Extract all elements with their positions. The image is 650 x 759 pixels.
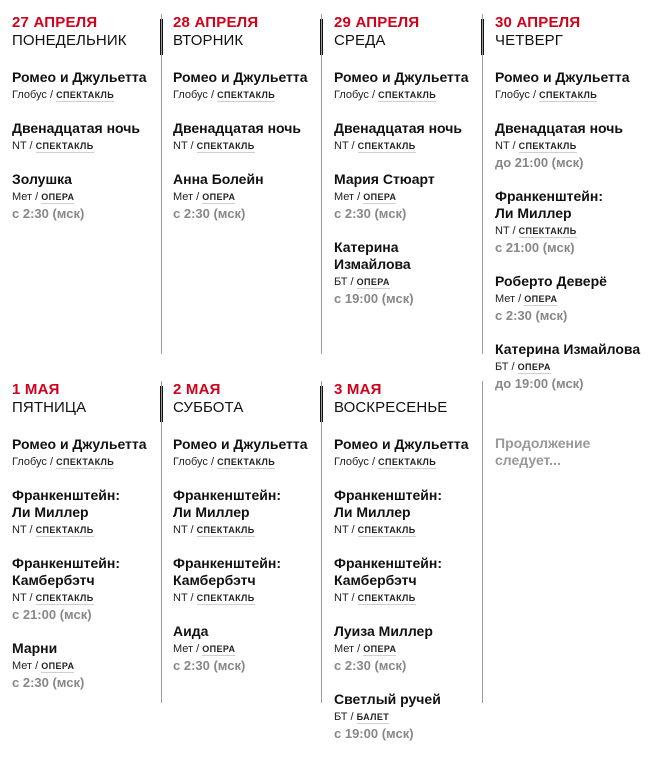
- event-venue: Глобус: [495, 89, 530, 101]
- event-kind: БАЛЕТ: [356, 712, 390, 722]
- event-kind: ОПЕРА: [202, 644, 236, 654]
- event-meta: Мет / ОПЕРА: [173, 643, 236, 655]
- event-meta: Мет / ОПЕРА: [173, 191, 236, 203]
- event-venue: NT: [495, 225, 510, 237]
- event-item[interactable]: [334, 487, 472, 538]
- event-time: с 21:00 (мск): [495, 240, 575, 255]
- day-date: 3 МАЯ: [334, 381, 382, 398]
- event-title: Катерина Измайлова: [495, 341, 641, 357]
- event-meta: Глобус / СПЕКТАКЛЬ: [173, 456, 276, 468]
- event-title: Роберто Деверё: [495, 273, 607, 289]
- event-venue: NT: [12, 592, 27, 604]
- event-venue: БТ: [495, 361, 509, 373]
- event-kind: СПЕКТАКЛЬ: [217, 457, 276, 467]
- event-title: Катерина Измайлова: [334, 239, 411, 272]
- event-venue: Мет: [173, 643, 194, 655]
- event-meta: NT / СПЕКТАКЛЬ: [334, 140, 416, 152]
- event-meta: NT / СПЕКТАКЛЬ: [173, 524, 255, 536]
- event-meta: Глобус / СПЕКТАКЛЬ: [173, 89, 276, 101]
- event-kind: СПЕКТАКЛЬ: [378, 90, 437, 100]
- event-venue: Глобус: [173, 89, 208, 101]
- event-venue: Глобус: [334, 456, 369, 468]
- column-divider: [482, 381, 483, 703]
- event-item[interactable]: [12, 436, 150, 470]
- event-kind: СПЕКТАКЛЬ: [196, 593, 255, 603]
- event-venue: БТ: [334, 276, 348, 288]
- day-weekday: ВТОРНИК: [173, 32, 244, 49]
- event-kind: ОПЕРА: [363, 192, 397, 202]
- event-title: Ромео и Джульетта: [334, 69, 469, 85]
- event-item[interactable]: [173, 171, 311, 222]
- event-kind: ОПЕРА: [41, 661, 75, 671]
- event-item[interactable]: [173, 487, 311, 538]
- event-title: Марни: [12, 640, 58, 656]
- event-meta: Глобус / СПЕКТАКЛЬ: [12, 89, 115, 101]
- event-kind: СПЕКТАКЛЬ: [56, 457, 115, 467]
- event-kind: ОПЕРА: [202, 192, 236, 202]
- event-title: Франкенштейн: Ли Миллер: [495, 188, 604, 221]
- event-meta: NT / СПЕКТАКЛЬ: [495, 140, 577, 152]
- event-item[interactable]: [12, 69, 150, 103]
- event-title: Франкенштейн: Ли Миллер: [173, 487, 282, 520]
- event-title: Франкенштейн: Камбербэтч: [12, 555, 121, 588]
- event-venue: NT: [334, 140, 349, 152]
- event-title: Франкенштейн: Камбербэтч: [334, 555, 443, 588]
- event-time: до 19:00 (мск): [495, 376, 584, 391]
- day-date: 2 МАЯ: [173, 381, 221, 398]
- event-meta: БТ / ОПЕРА: [334, 276, 390, 288]
- event-kind: ОПЕРА: [524, 294, 558, 304]
- event-kind: СПЕКТАКЛЬ: [357, 141, 416, 151]
- event-title: Двенадцатая ночь: [12, 120, 140, 136]
- event-meta: NT / СПЕКТАКЛЬ: [334, 524, 416, 536]
- event-kind: СПЕКТАКЛЬ: [357, 525, 416, 535]
- event-kind: ОПЕРА: [517, 362, 551, 372]
- event-meta: БТ / БАЛЕТ: [334, 711, 390, 723]
- event-venue: Глобус: [334, 89, 369, 101]
- event-title: Франкенштейн: Ли Миллер: [12, 487, 121, 520]
- day-date: 28 АПРЕЛЯ: [173, 14, 259, 31]
- event-kind: ОПЕРА: [363, 644, 397, 654]
- event-item[interactable]: [173, 623, 311, 674]
- event-kind: СПЕКТАКЛЬ: [35, 593, 94, 603]
- day-weekday: СРЕДА: [334, 32, 386, 49]
- event-kind: СПЕКТАКЛЬ: [539, 90, 598, 100]
- event-title: Анна Болейн: [173, 171, 264, 187]
- event-title: Франкенштейн: Камбербэтч: [173, 555, 282, 588]
- event-venue: Мет: [12, 191, 33, 203]
- event-kind: СПЕКТАКЛЬ: [518, 141, 577, 151]
- day-weekday: ПЯТНИЦА: [12, 399, 87, 416]
- event-venue: Мет: [173, 191, 194, 203]
- event-title: Золушка: [12, 171, 72, 187]
- event-item[interactable]: [334, 171, 472, 222]
- event-item[interactable]: [334, 239, 472, 307]
- event-kind: ОПЕРА: [356, 277, 390, 287]
- event-venue: Мет: [495, 293, 516, 305]
- event-time: с 19:00 (мск): [334, 291, 414, 306]
- day-weekday: ПОНЕДЕЛЬНИК: [12, 32, 127, 49]
- event-item[interactable]: [173, 69, 311, 103]
- event-title: Двенадцатая ночь: [334, 120, 462, 136]
- event-kind: СПЕКТАКЛЬ: [217, 90, 276, 100]
- event-item[interactable]: [334, 691, 472, 742]
- event-time: с 2:30 (мск): [12, 675, 85, 690]
- event-title: Ромео и Джульетта: [173, 436, 308, 452]
- event-title: Ромео и Джульетта: [12, 69, 147, 85]
- event-time: с 2:30 (мск): [173, 206, 246, 221]
- event-item[interactable]: [334, 555, 472, 606]
- event-meta: Мет / ОПЕРА: [12, 660, 75, 672]
- event-time: до 21:00 (мск): [495, 155, 584, 170]
- day-column: [161, 14, 311, 239]
- event-meta: Мет / ОПЕРА: [12, 191, 75, 203]
- event-time: с 21:00 (мск): [12, 607, 92, 622]
- event-time: с 19:00 (мск): [334, 726, 414, 741]
- event-venue: Глобус: [12, 456, 47, 468]
- event-venue: Мет: [334, 191, 355, 203]
- event-venue: NT: [173, 524, 188, 536]
- day-date: 30 АПРЕЛЯ: [495, 14, 581, 31]
- event-kind: СПЕКТАКЛЬ: [378, 457, 437, 467]
- event-title: Ромео и Джульетта: [12, 436, 147, 452]
- event-venue: NT: [173, 592, 188, 604]
- event-meta: БТ / ОПЕРА: [495, 361, 551, 373]
- week-2: [0, 381, 650, 741]
- event-item[interactable]: [334, 120, 472, 154]
- event-item[interactable]: [12, 555, 150, 623]
- event-title: Двенадцатая ночь: [173, 120, 301, 136]
- day-column: [483, 14, 650, 409]
- continuation-column: [483, 435, 633, 469]
- event-item[interactable]: [12, 171, 150, 222]
- event-kind: СПЕКТАКЛЬ: [518, 226, 577, 236]
- event-time: с 2:30 (мск): [334, 206, 407, 221]
- event-meta: NT / СПЕКТАКЛЬ: [173, 140, 255, 152]
- event-venue: Глобус: [12, 89, 47, 101]
- event-item[interactable]: [495, 69, 650, 103]
- event-kind: СПЕКТАКЛЬ: [35, 525, 94, 535]
- event-venue: Мет: [12, 660, 33, 672]
- event-meta: Глобус / СПЕКТАКЛЬ: [495, 89, 598, 101]
- event-meta: Глобус / СПЕКТАКЛЬ: [12, 456, 115, 468]
- event-kind: СПЕКТАКЛЬ: [56, 90, 115, 100]
- event-item[interactable]: [334, 69, 472, 103]
- event-meta: Мет / ОПЕРА: [334, 643, 397, 655]
- event-item[interactable]: [334, 436, 472, 470]
- event-title: Двенадцатая ночь: [495, 120, 623, 136]
- event-kind: СПЕКТАКЛЬ: [196, 141, 255, 151]
- day-weekday: СУББОТА: [173, 399, 244, 416]
- event-venue: NT: [334, 524, 349, 536]
- event-item[interactable]: [12, 120, 150, 154]
- day-column: [322, 381, 472, 759]
- event-title: Ромео и Джульетта: [334, 436, 469, 452]
- event-item[interactable]: [12, 640, 150, 691]
- event-meta: Глобус / СПЕКТАКЛЬ: [334, 456, 437, 468]
- event-item[interactable]: [173, 436, 311, 470]
- event-title: Ромео и Джульетта: [173, 69, 308, 85]
- event-meta: Мет / ОПЕРА: [495, 293, 558, 305]
- event-item[interactable]: [173, 120, 311, 154]
- event-venue: Мет: [334, 643, 355, 655]
- day-column: [322, 14, 472, 324]
- continuation-text: Продолжение следует...: [495, 435, 591, 468]
- event-venue: NT: [495, 140, 510, 152]
- event-time: с 2:30 (мск): [334, 658, 407, 673]
- day-date: 27 АПРЕЛЯ: [12, 14, 98, 31]
- event-title: Аида: [173, 623, 209, 639]
- event-item[interactable]: [173, 555, 311, 606]
- event-time: с 2:30 (мск): [495, 308, 568, 323]
- event-venue: NT: [173, 140, 188, 152]
- event-meta: Глобус / СПЕКТАКЛЬ: [334, 89, 437, 101]
- day-column: [161, 381, 311, 691]
- event-venue: NT: [334, 592, 349, 604]
- event-meta: NT / СПЕКТАКЛЬ: [12, 524, 94, 536]
- event-item[interactable]: [12, 487, 150, 538]
- event-meta: NT / СПЕКТАКЛЬ: [12, 592, 94, 604]
- event-meta: NT / СПЕКТАКЛЬ: [173, 592, 255, 604]
- event-time: с 2:30 (мск): [12, 206, 85, 221]
- event-meta: NT / СПЕКТАКЛЬ: [334, 592, 416, 604]
- event-venue: NT: [12, 524, 27, 536]
- event-venue: Глобус: [173, 456, 208, 468]
- event-title: Светлый ручей: [334, 691, 441, 707]
- event-title: Ромео и Джульетта: [495, 69, 630, 85]
- event-kind: СПЕКТАКЛЬ: [35, 141, 94, 151]
- event-meta: NT / СПЕКТАКЛЬ: [495, 225, 577, 237]
- event-venue: NT: [12, 140, 27, 152]
- event-title: Мария Стюарт: [334, 171, 435, 187]
- day-column: [0, 381, 150, 708]
- event-title: Луиза Миллер: [334, 623, 433, 639]
- day-date: 1 МАЯ: [12, 381, 60, 398]
- event-venue: БТ: [334, 711, 348, 723]
- event-meta: NT / СПЕКТАКЛЬ: [12, 140, 94, 152]
- event-item[interactable]: [495, 273, 650, 324]
- event-item[interactable]: [495, 120, 650, 171]
- event-kind: СПЕКТАКЛЬ: [196, 525, 255, 535]
- day-column: [0, 14, 150, 239]
- event-kind: ОПЕРА: [41, 192, 75, 202]
- event-kind: СПЕКТАКЛЬ: [357, 593, 416, 603]
- day-weekday: ВОСКРЕСЕНЬЕ: [334, 399, 448, 416]
- event-time: с 2:30 (мск): [173, 658, 246, 673]
- event-title: Франкенштейн: Ли Миллер: [334, 487, 443, 520]
- day-date: 29 АПРЕЛЯ: [334, 14, 420, 31]
- day-weekday: ЧЕТВЕРГ: [495, 32, 564, 49]
- event-item[interactable]: [334, 623, 472, 674]
- event-meta: Мет / ОПЕРА: [334, 191, 397, 203]
- event-item[interactable]: [495, 188, 650, 256]
